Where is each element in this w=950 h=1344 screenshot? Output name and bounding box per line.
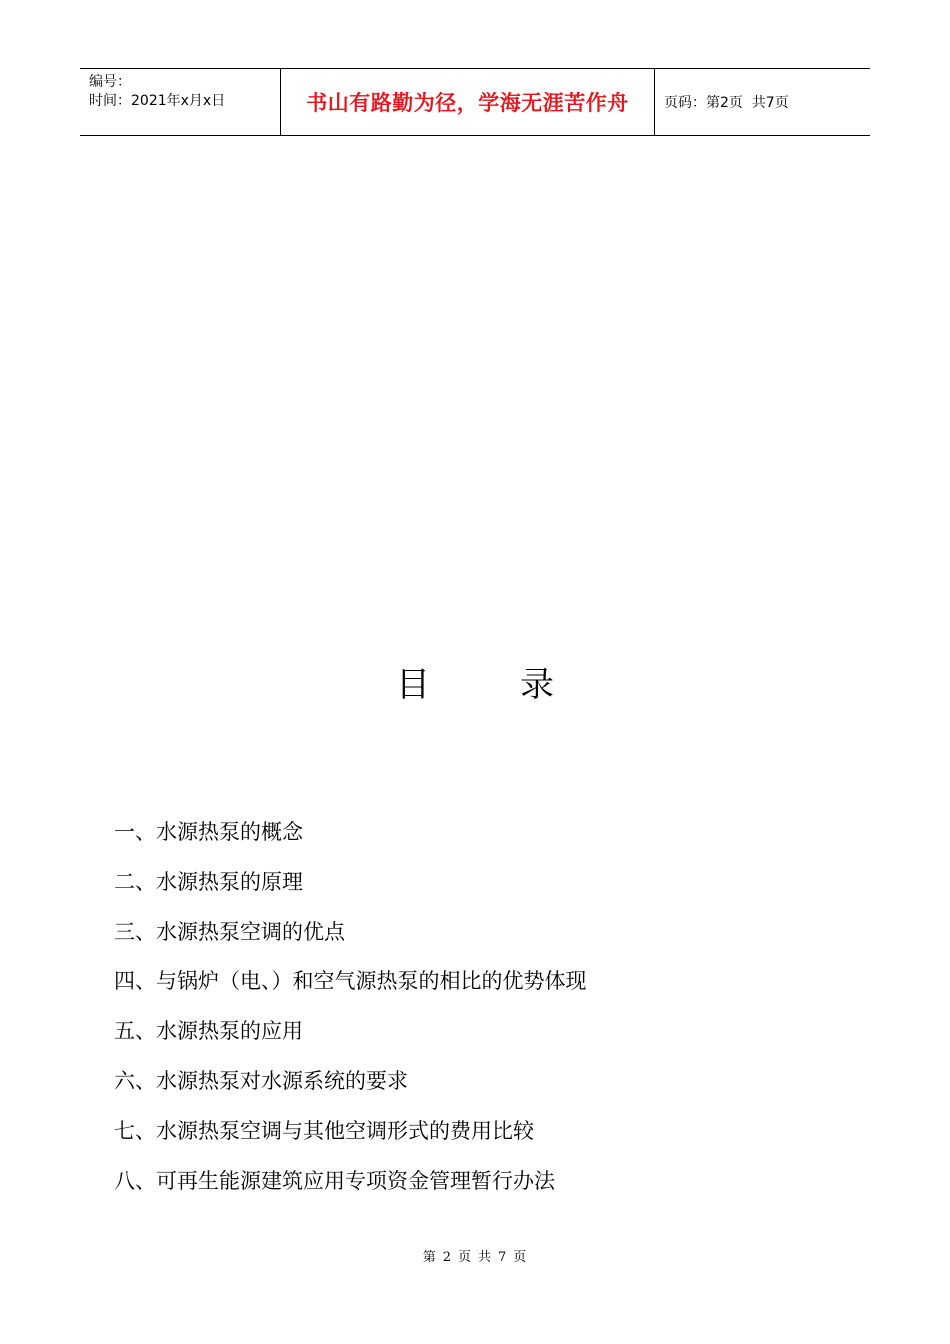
page-header bbox=[80, 68, 870, 136]
toc-list bbox=[114, 816, 587, 1214]
header-meta-cell bbox=[80, 69, 281, 135]
toc-item[interactable]: 八、可再生能源建筑应用专项资金管理暂行办法 bbox=[114, 1168, 555, 1193]
motto-text: 书山有路勤为径，学海无涯苦作舟 bbox=[306, 91, 629, 115]
footer-word: 页 bbox=[457, 1250, 472, 1265]
footer-word: 第 bbox=[422, 1250, 437, 1265]
toc-title bbox=[0, 660, 950, 710]
header-motto-cell bbox=[281, 69, 655, 135]
toc-title-char-1: 目 bbox=[396, 665, 430, 705]
toc-item[interactable]: 一、水源热泵的概念 bbox=[114, 820, 303, 844]
toc-item[interactable]: 二、水源热泵的原理 bbox=[114, 869, 303, 894]
page-footer bbox=[0, 1246, 950, 1265]
toc-item[interactable]: 六、水源热泵对水源系统的要求 bbox=[114, 1068, 408, 1093]
footer-page-number: 2 bbox=[442, 1250, 452, 1265]
date-line: 时间：2021年x月x日 bbox=[89, 93, 226, 109]
serial-number-label: 编号： bbox=[89, 74, 131, 90]
footer-word: 共 bbox=[478, 1250, 493, 1265]
toc-title-char-2: 录 bbox=[520, 665, 554, 705]
page-info-text: 页码：第2页 共7页 bbox=[664, 95, 789, 111]
toc-item[interactable]: 三、水源热泵空调的优点 bbox=[114, 919, 345, 944]
toc-item[interactable]: 五、水源热泵的应用 bbox=[114, 1019, 303, 1044]
toc-item[interactable]: 四、与锅炉（电、）和空气源热泵的相比的优势体现 bbox=[114, 969, 587, 994]
header-page-cell bbox=[655, 69, 870, 135]
toc-item[interactable]: 七、水源热泵空调与其他空调形式的费用比较 bbox=[114, 1118, 534, 1143]
footer-word: 页 bbox=[513, 1250, 528, 1265]
footer-total-pages: 7 bbox=[498, 1250, 508, 1265]
